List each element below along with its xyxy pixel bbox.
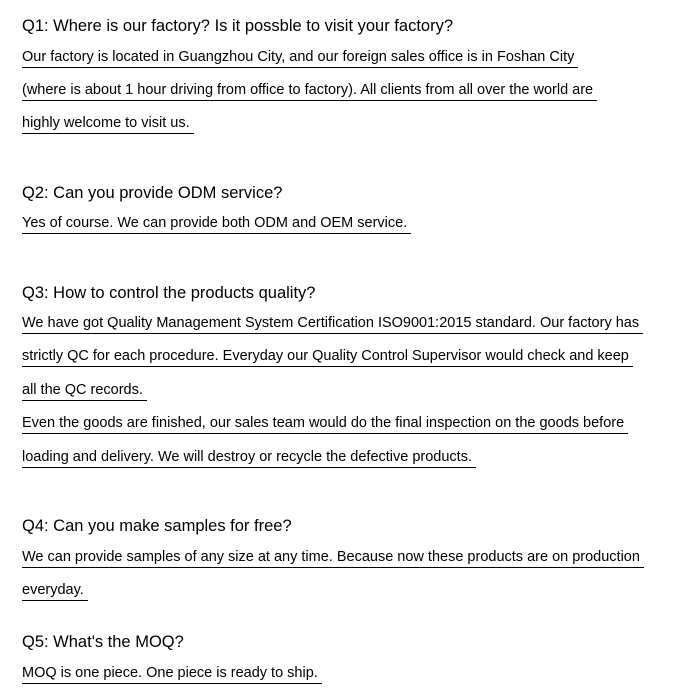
faq-answer-1-line-1: Our factory is located in Guangzhou City, and our foreign sales office is in Foshan City [22, 48, 578, 68]
faq-answer-4-line-2: everyday. [22, 581, 88, 601]
faq-question-1: Q1: Where is our factory? Is it possble to visit your factory? [22, 17, 453, 35]
faq-answer-3-line-1: We have got Quality Management System Certification ISO9001:2015 standard. Our factory has [22, 314, 643, 334]
faq-answer-1-line-2: (where is about 1 hour driving from office to factory). All clients from all over the world are [22, 81, 597, 101]
faq-answer-1-line-3: highly welcome to visit us. [22, 114, 194, 134]
faq-question-2: Q2: Can you provide ODM service? [22, 184, 283, 202]
faq-answer-3-line-4: Even the goods are finished, our sales team would do the final inspection on the goods before [22, 414, 628, 434]
faq-question-4: Q4: Can you make samples for free? [22, 517, 292, 535]
faq-question-3: Q3: How to control the products quality? [22, 284, 316, 302]
faq-answer-3-line-3: all the QC records. [22, 381, 147, 401]
faq-answer-3-line-2: strictly QC for each procedure. Everyday our Quality Control Supervisor would check and keep [22, 347, 633, 367]
faq-answer-3-line-5: loading and delivery. We will destroy or recycle the defective products. [22, 448, 476, 468]
faq-answer-5-line-1: MOQ is one piece. One piece is ready to ship. [22, 664, 322, 684]
faq-answer-4-line-1: We can provide samples of any size at any time. Because now these products are on production [22, 548, 644, 568]
faq-question-5: Q5: What's the MOQ? [22, 633, 184, 651]
faq-answer-2-line-1: Yes of course. We can provide both ODM and OEM service. [22, 214, 411, 234]
